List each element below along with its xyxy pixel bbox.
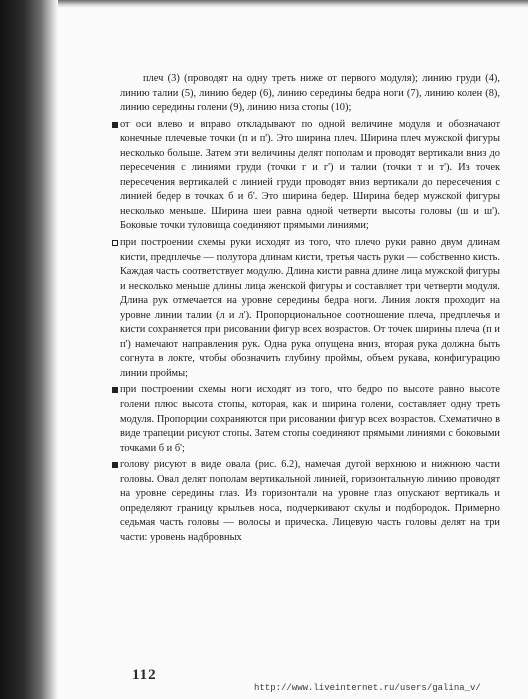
list-item-text: от оси влево и вправо откладывают по одной величине модуля и обозначают конечные плечевые точки (п и п'). Это ширина плеч. Ширина плеч мужской фигуры несколько больше. Затем эти величины делят пополам и проводят вертикали вниз до пересечения с линиями груди (точки г и г') и талии (точки т и т'). Из точек пересечения вертикалей с линией груди проводят вниз вертикали до пересечения с линией бедер в точках б и б'. Это ширина бедер. Ширина бедер мужской фигуры несколько меньше. Ширина шеи равна одной четверти высоты головы (ш и ш'). Боковые точки туловища соединяют прямыми линиями;	[120, 118, 500, 232]
text-column	[120, 72, 500, 546]
source-watermark: http://www.liveinternet.ru/users/galina_v/	[254, 683, 481, 693]
bullet-hollow-square-icon	[112, 240, 118, 246]
list-item-text: при построении схемы ноги исходят из того, что бедро по высоте равно высоте голени плюс высота стопы, которая, как и ширина голени, составляет одну треть модуля. Пропорции сохраняются при рисовании фигур всех возрастов. Схематично в виде трапеции рисуют стопы. Затем стопы соединяют прямыми линиями с боковыми точками б и б';	[120, 384, 500, 454]
list-item	[120, 458, 500, 545]
page-top-edge	[0, 0, 528, 8]
page-number: 112	[132, 667, 157, 683]
list-item	[120, 118, 500, 234]
bullet-square-icon	[112, 387, 118, 393]
bullet-square-icon	[112, 122, 118, 128]
paragraph-continuation: плеч (3) (проводят на одну треть ниже от первого модуля); линию груди (4), линию талии (5), линию бедер (6), линию середины бедра ноги (7), линию колен (8), линию середины голени (9), линию низа стопы (10);	[120, 73, 500, 114]
list-item	[120, 383, 500, 456]
bullet-square-icon	[112, 462, 118, 468]
list-item	[120, 236, 500, 381]
list-item-text: при построении схемы руки исходят из того, что плечо руки равно двум длинам кисти, предплечье — полутора длинам кисти, третья часть руки — собственно кисть. Каждая часть соответствует модулю. Длина кисти равна длине лица мужской фигуры и несколько меньше длины лица женской фигуры и составляет три четверти модуля. Длина рук отмечается на уровне середины бедра ноги. Линия локтя проходит на уровне линии талии (л и л'). Пропорциональное соотношение плеча, предплечья и кисти сохраняется при рисовании фигур всех возрастов. От точек ширины плеча (п и п') намечают направления рук. Одна рука опущена вниз, вторая рука должна быть согнута в локте, чтобы обозначить глубину проймы, объем рукава, конфигурацию линии проймы;	[120, 237, 500, 379]
list-item-text: голову рисуют в виде овала (рис. 6.2), намечая дугой верхнюю и нижнюю части головы. Овал делят пополам вертикальной линией, горизонтальную линию проводят на уровне середины глаз. Из горизонтали на уровне глаз опускают вертикаль и определяют границу крыльев носа, подчеркивают скулы и подбородок. Примерно седьмая часть головы — волосы и прическа. Лицевую часть головы делят на три части: уровень надбровных	[120, 459, 500, 543]
scan-binding-shadow	[0, 0, 58, 699]
